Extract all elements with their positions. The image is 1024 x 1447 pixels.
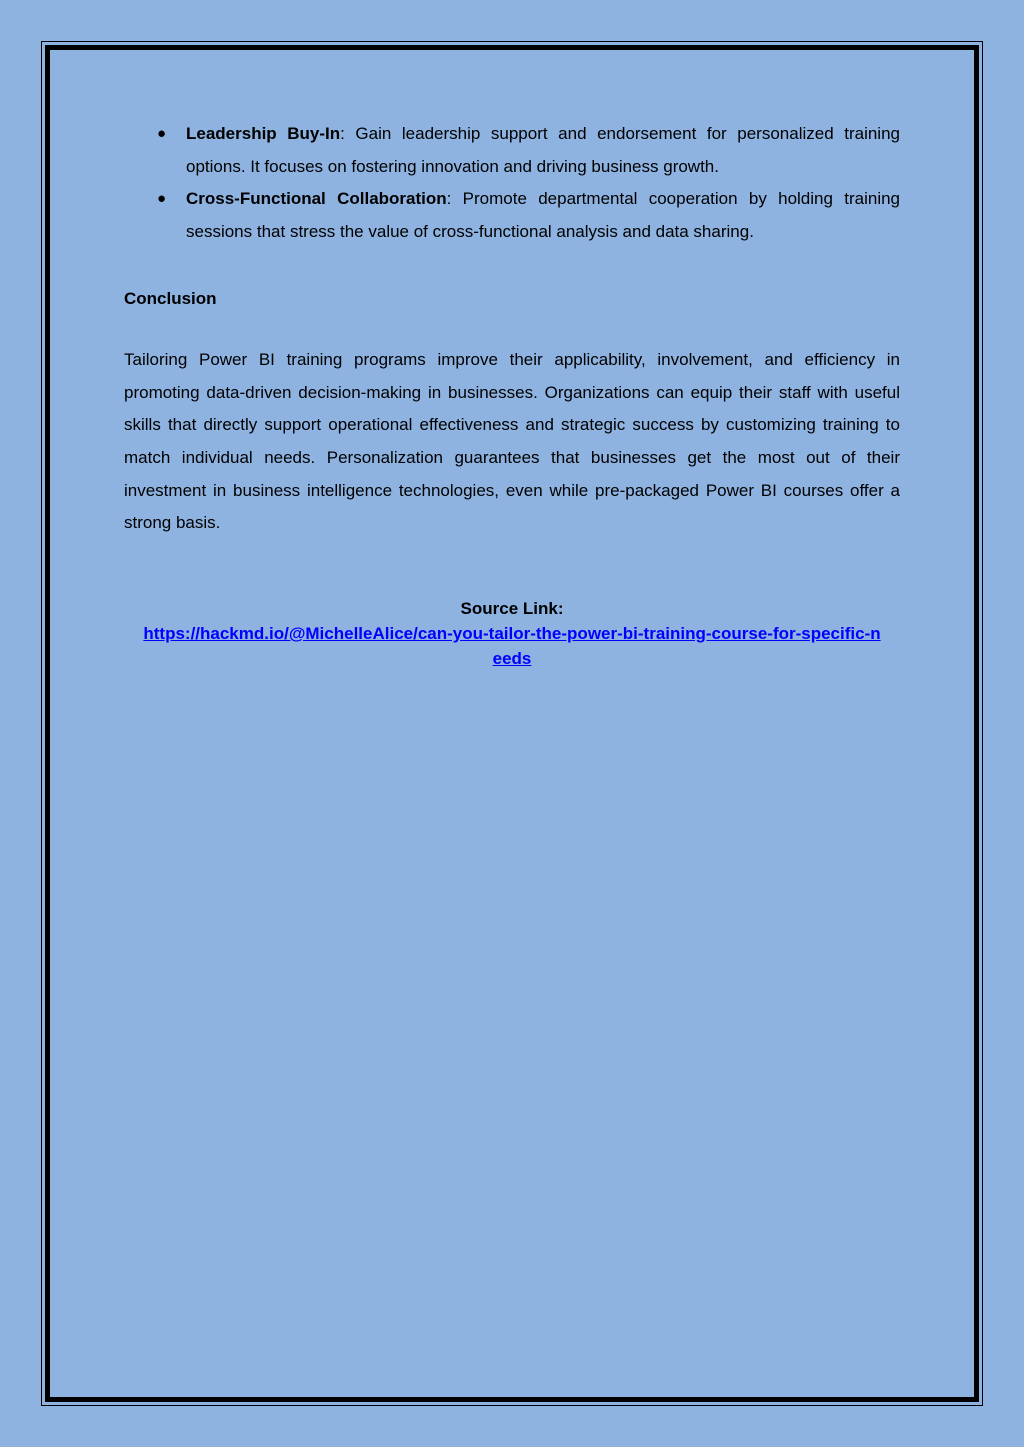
bullet-list xyxy=(124,118,900,249)
bullet-icon: ● xyxy=(157,125,167,142)
source-link[interactable]: https://hackmd.io/@MichelleAlice/can-you-tailor-the-power-bi-training-course-for-specific-needs xyxy=(143,624,881,668)
page-content xyxy=(124,118,900,540)
bullet-term: Cross-Functional Collaboration xyxy=(186,189,447,209)
list-item xyxy=(124,183,900,248)
source-label: Source Link: xyxy=(460,599,564,618)
source-section xyxy=(124,596,900,671)
bullet-term: Leadership Buy-In xyxy=(186,124,341,143)
conclusion-heading: Conclusion xyxy=(124,288,217,308)
bullet-icon: ● xyxy=(157,190,167,208)
bullet-text: : Promote departmental cooperation by holding training sessions that stress the value of cross-functional analysis and data sharing. xyxy=(186,189,901,242)
list-item xyxy=(124,118,900,183)
conclusion-paragraph: Tailoring Power BI training programs improve their applicability, involvement, and efficiency in promoting data-driven decision-making in businesses. Organizations can equip their staff with useful skills that directly support operational effectiveness and strategic success by customizing training to match individual needs. Personalization guarantees that businesses get the most out of their investment in business intelligence technologies, even while pre-packaged Power BI courses offer a strong basis. xyxy=(124,349,900,533)
bullet-text: : Gain leadership support and endorsement for personalized training options. It focuses on fostering innovation and driving business growth. xyxy=(186,124,900,176)
